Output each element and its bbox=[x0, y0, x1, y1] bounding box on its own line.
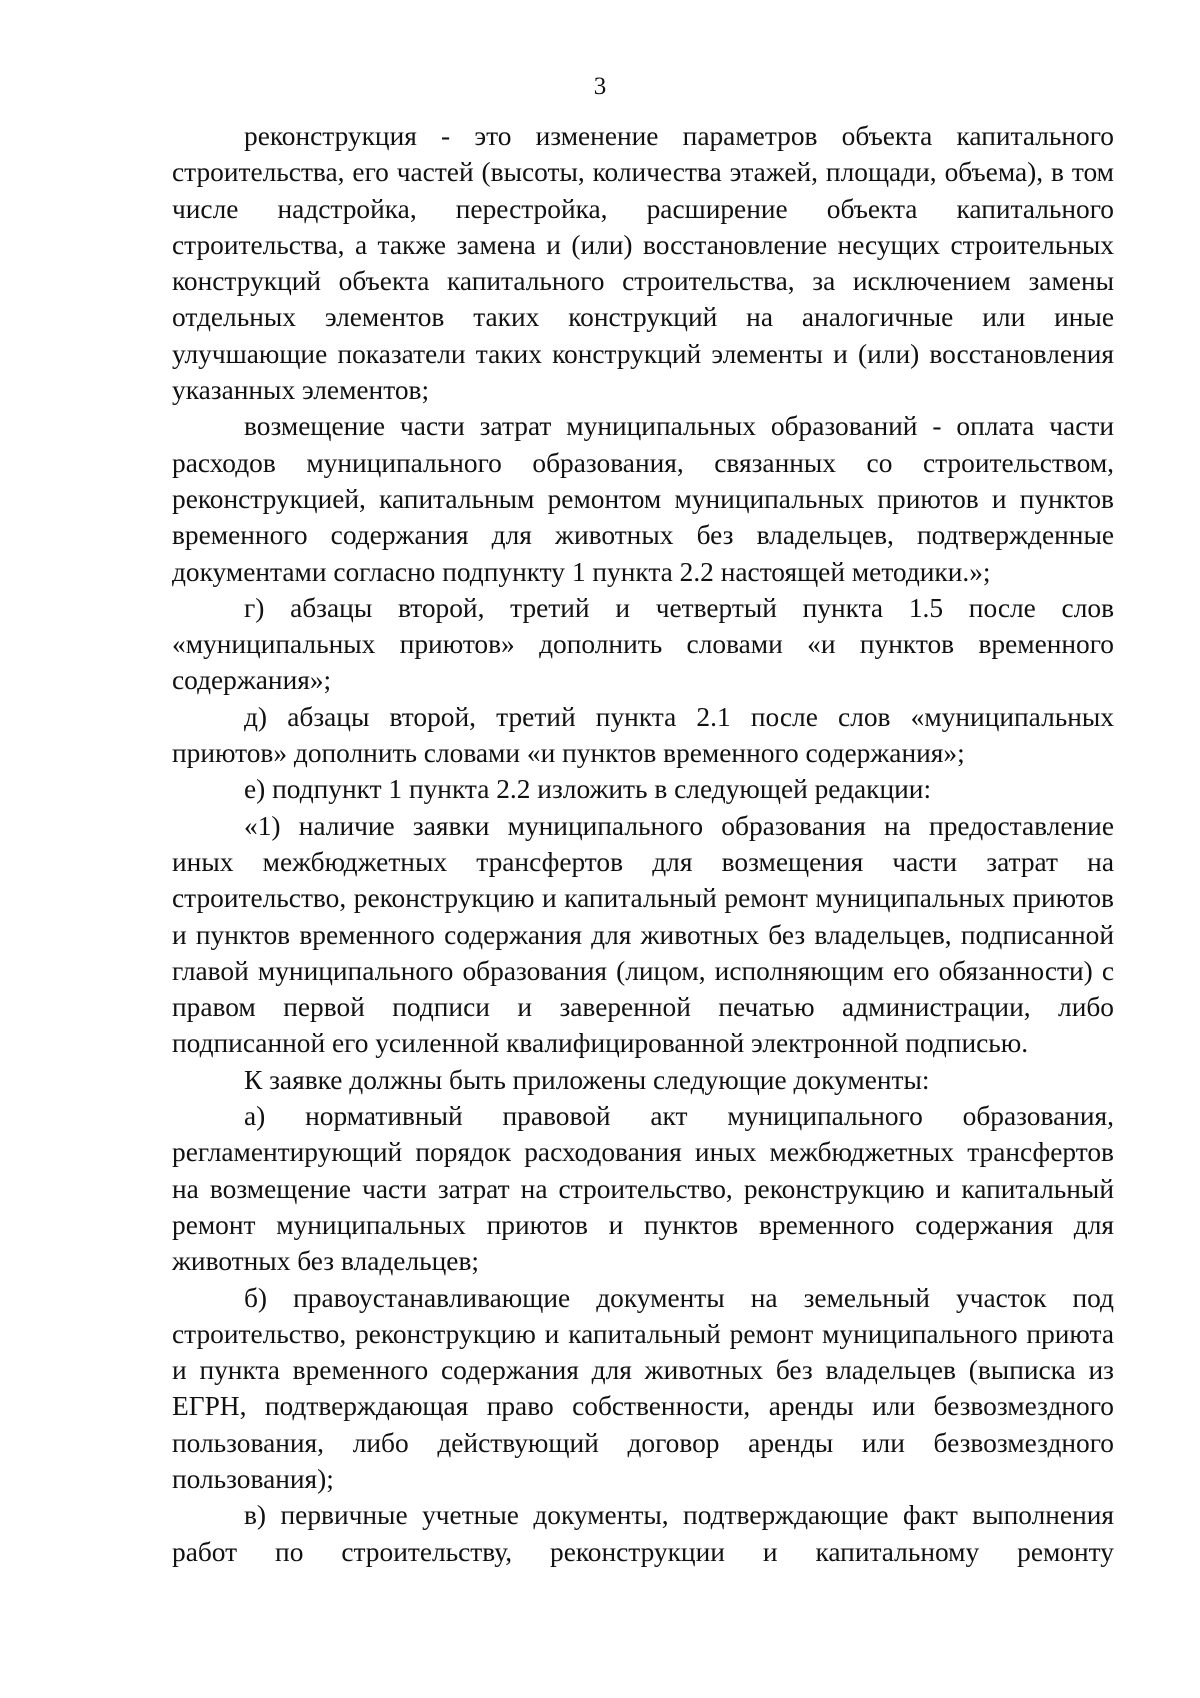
paragraph-attachment-b: б) правоустанавливающие документы на земельный участок под строительство, реконструкцию и капитальный ремонт муниципального приюта и пункта временного содержания для животных без владельцев (выписка из ЕГРН, подтверждающая право собственности, аренды или безвозмездного пользования, либо действующий договор аренды или безвозмездного пользования); bbox=[172, 1282, 1114, 1494]
paragraph-attachment-a: а) нормативный правовой акт муниципального образования, регламентирующий порядок расходования иных межбюджетных трансфертов на возмещение части затрат на строительство, реконструкцию и капитальный ремонт муниципальных приютов и пунктов временного содержания для животных без владельцев; bbox=[172, 1101, 1114, 1277]
paragraph-cost-reimbursement-definition: возмещение части затрат муниципальных образований - оплата части расходов муниципального образования, связанных со строительством, реконструкцией, капитальным ремонтом муниципальных приютов и пунктов временного содержания для животных без владельцев, подтвержденные документами согласно подпункту 1 пункта 2.2 настоящей методики.»; bbox=[172, 411, 1114, 587]
document-body bbox=[172, 118, 1114, 1570]
paragraph-attachments-intro: К заявке должны быть приложены следующие документы: bbox=[244, 1064, 930, 1095]
paragraph-item-e: е) подпункт 1 пункта 2.2 изложить в следующей редакции: bbox=[244, 774, 932, 805]
paragraph-item-d: д) абзацы второй, третий пункта 2.1 после слов «муниципальных приютов» дополнить словами «и пунктов временного содержания»; bbox=[172, 701, 1114, 769]
paragraph-attachment-v: в) первичные учетные документы, подтверждающие факт выполнения работ по строительству, реконструкции и капитальному ремонту bbox=[172, 1500, 1114, 1567]
paragraph-reconstruction-definition: реконструкция - это изменение параметров объекта капитального строительства, его частей (высоты, количества этажей, площади, объема), в том числе надстройка, перестройка, расширение объекта капитального строительства, а также замена и (или) восстановление несущих строительных конструкций объекта капитального строительства, за исключением замены отдельных элементов таких конструкций на аналогичные или иные улучшающие показатели таких конструкций элементы и (или) восстановления указанных элементов; bbox=[172, 121, 1114, 406]
page-number: 3 bbox=[593, 73, 607, 100]
paragraph-item-g: г) абзацы второй, третий и четвертый пункта 1.5 после слов «муниципальных приютов» дополнить словами «и пунктов временного содержания»; bbox=[172, 592, 1114, 696]
paragraph-subitem-1: «1) наличие заявки муниципального образования на предоставление иных межбюджетных трансфертов для возмещения части затрат на строительство, реконструкцию и капитальный ремонт муниципальных приютов и пунктов временного содержания для животных без владельцев, подписанной главой муниципального образования (лицом, исполняющим его обязанности) с правом первой подписи и заверенной печатью администрации, либо подписанной его усиленной квалифицированной электронной подписью. bbox=[172, 810, 1114, 1059]
